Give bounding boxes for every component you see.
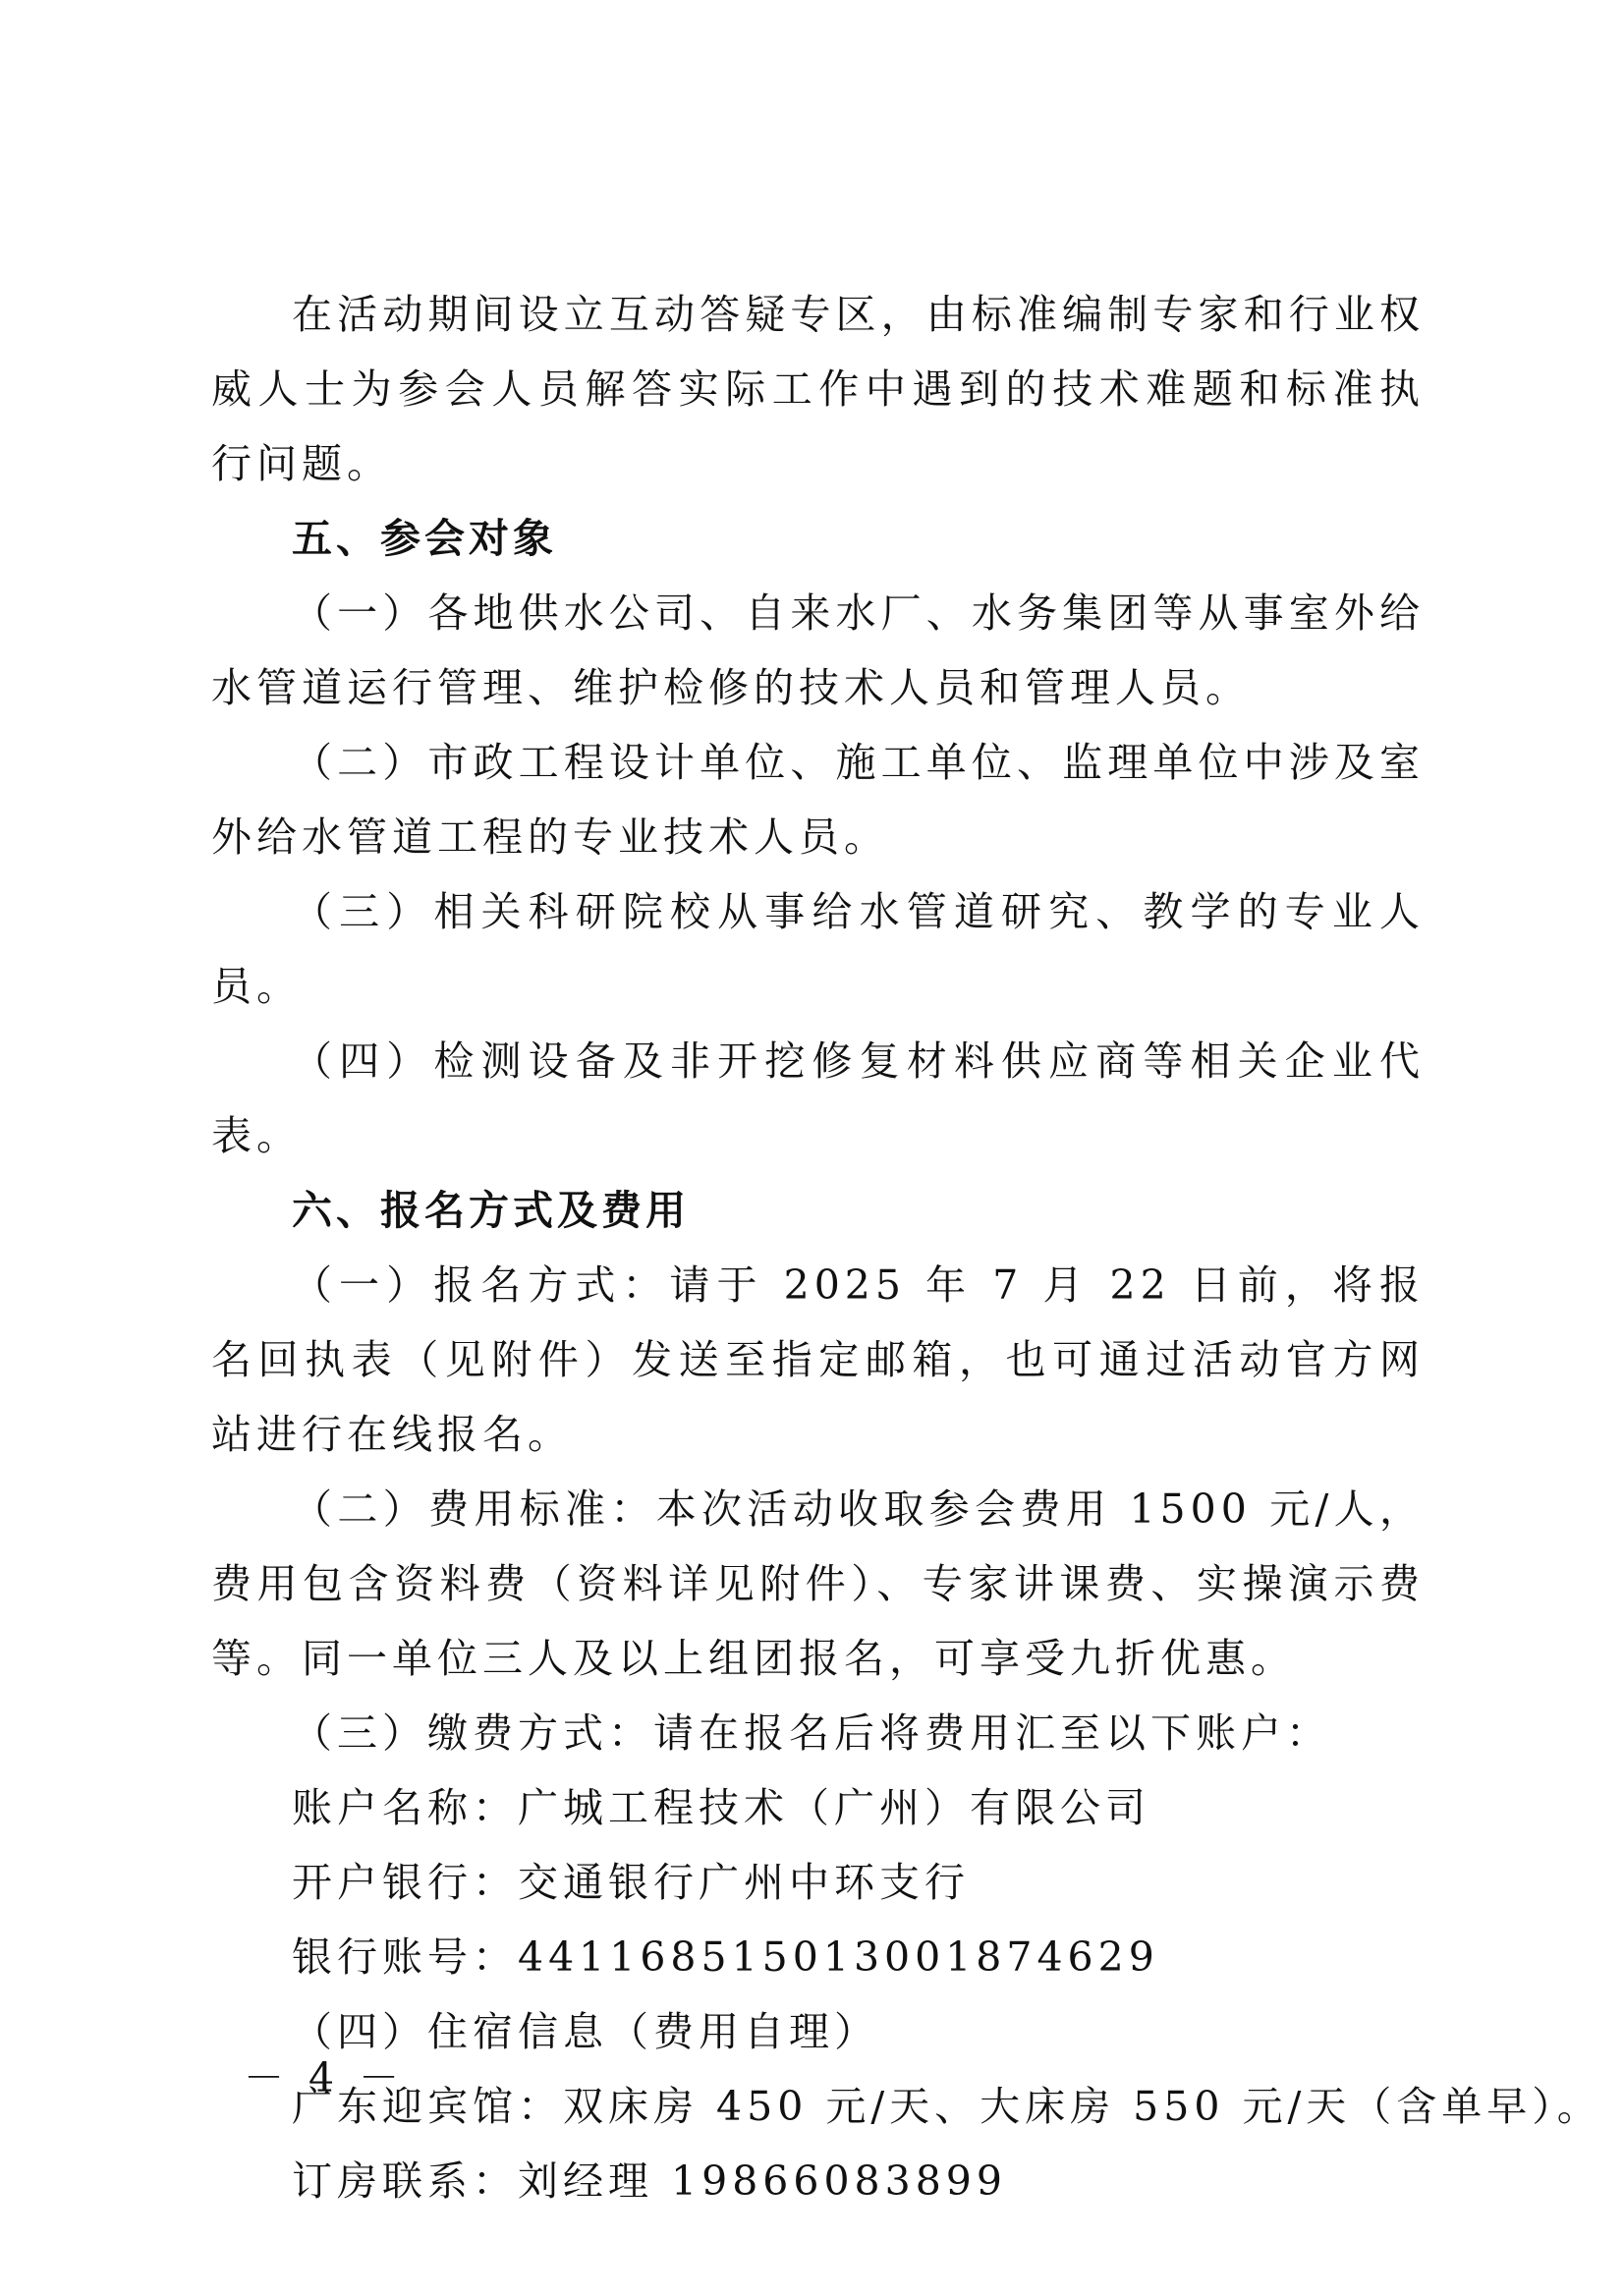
attendee-item-4: （四）检测设备及非开挖修复材料供应商等相关企业代表。 — [211, 1037, 1425, 1159]
hotel-rates: 广东迎宾馆：双床房 450 元/天、大床房 550 元/天（含单早）。 — [292, 2083, 1602, 2130]
document-body — [211, 277, 1602, 2218]
section-heading-attendees: 五、参会对象 — [292, 515, 557, 562]
account-number: 银行账号：441168515013001874629 — [292, 1933, 1159, 1981]
page-number: － 4 － — [244, 2054, 406, 2101]
attendee-item-3: （三）相关科研院校从事给水管道研究、教学的专业人员。 — [211, 888, 1425, 1010]
registration-method: （一）报名方式：请于 2025 年 7 月 22 日前，将报名回执表（见附件）发送至指定邮箱，也可通过活动官方网站进行在线报名。 — [211, 1261, 1425, 1458]
accommodation-info: （四）住宿信息（费用自理） — [292, 2008, 879, 2055]
fee-standard: （二）费用标准：本次活动收取参会费用 1500 元/人，费用包含资料费（资料详见附件）、专家讲课费、实操演示费等。同一单位三人及以上组团报名，可享受九折优惠。 — [211, 1485, 1425, 1682]
attendee-item-1: （一）各地供水公司、自来水厂、水务集团等从事室外给水管道运行管理、维护检修的技术人员和管理人员。 — [211, 589, 1425, 711]
section-heading-registration: 六、报名方式及费用 — [292, 1187, 690, 1234]
account-name: 账户名称：广城工程技术（广州）有限公司 — [292, 1784, 1150, 1831]
booking-contact: 订房联系：刘经理 19866083899 — [292, 2157, 1007, 2205]
bank-name: 开户银行：交通银行广州中环支行 — [292, 1859, 970, 1906]
payment-method: （三）缴费方式：请在报名后将费用汇至以下账户： — [292, 1709, 1331, 1757]
attendee-item-2: （二）市政工程设计单位、施工单位、监理单位中涉及室外给水管道工程的专业技术人员。 — [211, 739, 1425, 861]
paragraph-qa-zone: 在活动期间设立互动答疑专区，由标准编制专家和行业权威人士为参会人员解答实际工作中遇到的技术难题和标准执行问题。 — [211, 291, 1425, 487]
